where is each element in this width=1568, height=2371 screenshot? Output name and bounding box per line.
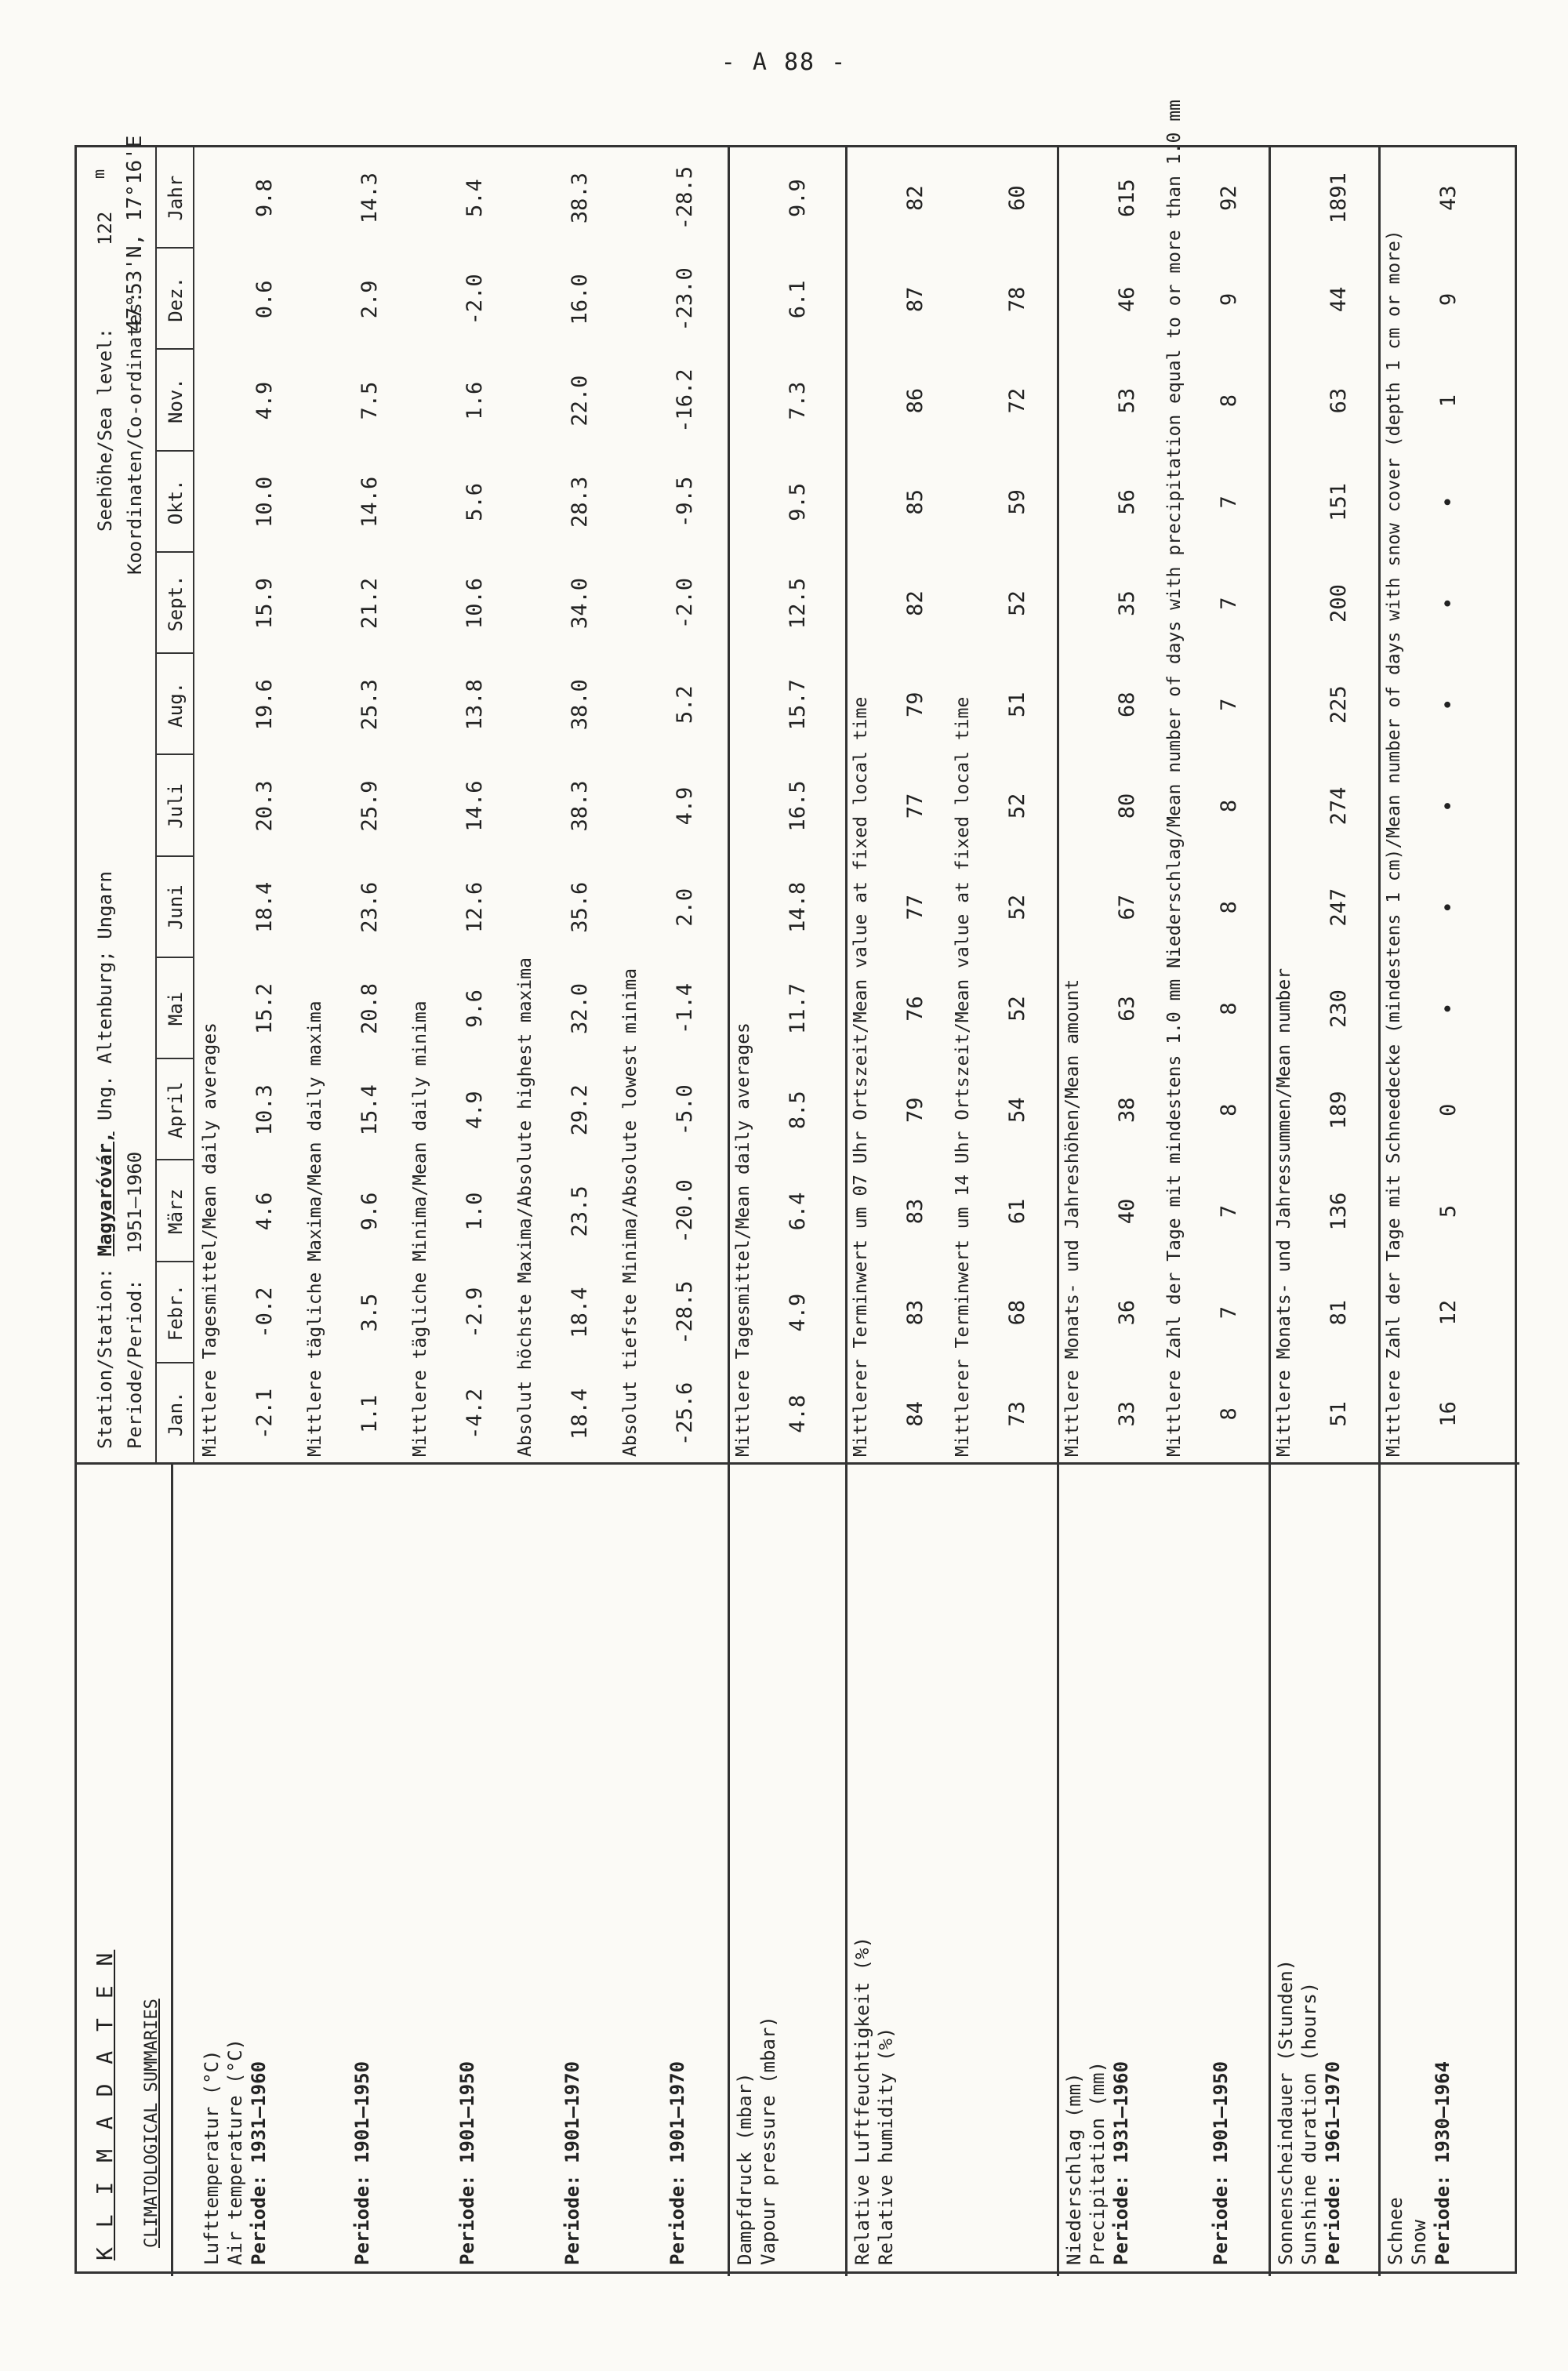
month-col-divider bbox=[155, 348, 193, 350]
data-cell: 28.3 bbox=[568, 476, 592, 528]
data-cell: 68 bbox=[1005, 1299, 1029, 1326]
data-cell: 38.0 bbox=[568, 679, 592, 731]
data-cell: 5.4 bbox=[463, 179, 487, 218]
section-0-label-2: Periode: 1931–1960 bbox=[248, 2061, 270, 2265]
data-cell: 9.5 bbox=[786, 482, 810, 521]
data-cell: 4.9 bbox=[673, 786, 697, 826]
data-cell: 14.8 bbox=[786, 881, 810, 933]
data-cell: • bbox=[1436, 799, 1461, 813]
data-cell: 15.7 bbox=[786, 679, 810, 731]
data-cell: 9.6 bbox=[463, 989, 487, 1028]
data-cell: 615 bbox=[1115, 179, 1139, 218]
period-line bbox=[124, 1152, 146, 1449]
section-2-label-0: Relative Luftfeuchtigkeit (%) bbox=[851, 1936, 873, 2265]
data-cell: 51 bbox=[1005, 692, 1029, 718]
data-cell: 15.2 bbox=[252, 982, 277, 1034]
data-cell: 4.6 bbox=[252, 1192, 277, 1231]
data-cell: 14.6 bbox=[463, 780, 487, 832]
data-cell: 21.2 bbox=[358, 578, 382, 630]
data-cell: 18.4 bbox=[568, 1287, 592, 1338]
data-cell: -2.1 bbox=[252, 1388, 277, 1440]
month-col-divider bbox=[155, 957, 193, 958]
data-cell: 1.6 bbox=[463, 381, 487, 420]
data-cell: 59 bbox=[1005, 489, 1029, 515]
month-header-3: April bbox=[165, 1081, 187, 1138]
data-cell: 87 bbox=[903, 286, 927, 313]
data-cell: 84 bbox=[903, 1401, 927, 1427]
data-cell: 61 bbox=[1005, 1198, 1029, 1225]
data-cell: 18.4 bbox=[252, 881, 277, 933]
data-cell: 4.8 bbox=[786, 1395, 810, 1433]
data-cell: 11.7 bbox=[786, 982, 810, 1034]
data-cell: 81 bbox=[1327, 1299, 1351, 1326]
data-cell: • bbox=[1436, 698, 1461, 711]
month-col-divider bbox=[155, 753, 193, 755]
data-cell: 4.9 bbox=[463, 1091, 487, 1130]
data-cell: 20.3 bbox=[252, 780, 277, 832]
data-cell: 23.6 bbox=[358, 881, 382, 933]
data-cell: 33 bbox=[1115, 1401, 1139, 1427]
data-cell: 25.3 bbox=[358, 679, 382, 731]
period-label: Periode/Period: bbox=[124, 1279, 146, 1449]
data-cell: 35.6 bbox=[568, 881, 592, 933]
row-caption: Mittlerer Terminwert um 07 Uhr Ortszeit/Mean value at fixed local time bbox=[851, 696, 871, 1457]
data-cell: 7.3 bbox=[786, 381, 810, 420]
row-period-label: Periode: 1901–1950 bbox=[1209, 2061, 1232, 2265]
month-col-divider bbox=[155, 1362, 193, 1363]
data-cell: 274 bbox=[1327, 786, 1351, 826]
row-caption: Mittlere tägliche Minima/Mean daily minima bbox=[410, 1000, 430, 1457]
data-cell: 10.0 bbox=[252, 476, 277, 528]
data-cell: 8 bbox=[1217, 1002, 1241, 1015]
data-cell: 8 bbox=[1217, 799, 1241, 813]
month-header-5: Juni bbox=[165, 884, 187, 931]
data-cell: 43 bbox=[1436, 185, 1461, 211]
data-cell: 5.6 bbox=[463, 482, 487, 521]
row-caption: Absolut tiefste Minima/Absolute lowest minima bbox=[620, 968, 641, 1457]
row-caption: Mittlere Zahl der Tage mit mindestens 1.0 mm Niederschlag/Mean number of days with precipitation equal to or more than 1.0 mm bbox=[1164, 100, 1185, 1457]
data-cell: 2.0 bbox=[673, 888, 697, 927]
month-header-12: Jahr bbox=[165, 175, 187, 221]
data-cell: 14.3 bbox=[358, 172, 382, 224]
data-cell: 247 bbox=[1327, 888, 1351, 927]
section-divider bbox=[845, 147, 848, 2276]
data-cell: 7.5 bbox=[358, 381, 382, 420]
data-cell: 7 bbox=[1217, 597, 1241, 610]
data-cell: 92 bbox=[1217, 185, 1241, 211]
data-cell: 52 bbox=[1005, 590, 1029, 616]
month-header-10: Nov. bbox=[165, 378, 187, 423]
data-cell: -16.2 bbox=[673, 369, 697, 433]
data-cell: 72 bbox=[1005, 387, 1029, 414]
month-col-divider bbox=[155, 247, 193, 249]
data-cell: -28.5 bbox=[673, 165, 697, 231]
data-cell: 83 bbox=[903, 1198, 927, 1225]
table-subtitle: CLIMATOLOGICAL SUMMARIES bbox=[142, 1999, 162, 2248]
data-cell: 3.5 bbox=[358, 1293, 382, 1332]
data-cell: 52 bbox=[1005, 996, 1029, 1022]
month-header-2: März bbox=[165, 1189, 187, 1234]
data-cell: 1.1 bbox=[358, 1395, 382, 1433]
data-cell: 8 bbox=[1217, 1407, 1241, 1421]
climate-table bbox=[74, 100, 1517, 2274]
data-cell: 86 bbox=[903, 387, 927, 414]
data-cell: 0 bbox=[1436, 1103, 1461, 1117]
month-header-0: Jan. bbox=[165, 1391, 187, 1437]
station-name: Magyaróvár, bbox=[94, 1131, 116, 1257]
period-value: 1951–1960 bbox=[124, 1151, 146, 1254]
row-caption: Mittlerer Terminwert um 14 Uhr Ortszeit/Mean value at fixed local time bbox=[953, 696, 973, 1457]
section-5-label-1: Snow bbox=[1408, 2220, 1430, 2265]
data-cell: 9 bbox=[1436, 292, 1461, 306]
data-cell: 9.9 bbox=[786, 179, 810, 218]
section-2-label-1: Relative humidity (%) bbox=[875, 2027, 897, 2265]
data-cell: 38.3 bbox=[568, 172, 592, 224]
data-cell: • bbox=[1436, 1002, 1461, 1015]
data-cell: 136 bbox=[1327, 1192, 1351, 1231]
data-cell: 56 bbox=[1115, 489, 1139, 515]
data-cell: 38.3 bbox=[568, 780, 592, 832]
section-divider bbox=[1378, 147, 1381, 2276]
section-divider bbox=[728, 147, 730, 2276]
data-cell: 1.0 bbox=[463, 1192, 487, 1231]
data-cell: -0.2 bbox=[252, 1287, 277, 1338]
data-cell: 7 bbox=[1217, 1204, 1241, 1218]
data-cell: 38 bbox=[1115, 1097, 1139, 1123]
section-3-label-1: Precipitation (mm) bbox=[1087, 2061, 1109, 2265]
data-cell: 29.2 bbox=[568, 1084, 592, 1136]
data-cell: 46 bbox=[1115, 286, 1139, 313]
month-col-divider bbox=[155, 1261, 193, 1262]
data-cell: 15.9 bbox=[252, 578, 277, 630]
data-cell: • bbox=[1436, 597, 1461, 610]
sea-level-label: Seehöhe/Sea level: bbox=[94, 327, 116, 532]
section-4-label-0: Sonnenscheindauer (Stunden) bbox=[1275, 1959, 1297, 2265]
data-cell: 1 bbox=[1436, 394, 1461, 408]
data-cell: 8.5 bbox=[786, 1091, 810, 1130]
section-1-label-1: Vapour pressure (mbar) bbox=[757, 2016, 779, 2265]
data-cell: -9.5 bbox=[673, 476, 697, 528]
data-cell: 51 bbox=[1327, 1401, 1351, 1427]
data-cell: 6.4 bbox=[786, 1192, 810, 1231]
data-cell: 19.6 bbox=[252, 679, 277, 731]
month-col-divider bbox=[155, 1159, 193, 1160]
data-cell: 40 bbox=[1115, 1198, 1139, 1225]
data-cell: 189 bbox=[1327, 1091, 1351, 1130]
data-cell: 77 bbox=[903, 894, 927, 920]
month-header-6: Juli bbox=[165, 783, 187, 829]
data-cell: • bbox=[1436, 901, 1461, 914]
section-divider bbox=[1269, 147, 1271, 2276]
data-cell: 16 bbox=[1436, 1401, 1461, 1427]
data-cell: 12 bbox=[1436, 1299, 1461, 1326]
data-cell: 16.5 bbox=[786, 780, 810, 832]
data-cell: 10.3 bbox=[252, 1084, 277, 1136]
section-1-label-0: Dampfdruck (mbar) bbox=[734, 2072, 756, 2265]
data-cell: 78 bbox=[1005, 286, 1029, 313]
data-cell: 13.8 bbox=[463, 679, 487, 731]
data-cell: 15.4 bbox=[358, 1084, 382, 1136]
data-cell: 0.6 bbox=[252, 280, 277, 319]
station-rest: Ung. Altenburg; Ungarn bbox=[94, 871, 116, 1120]
data-cell: -4.2 bbox=[463, 1388, 487, 1440]
data-cell: 53 bbox=[1115, 387, 1139, 414]
section-4-label-2: Periode: 1961–1970 bbox=[1322, 2061, 1344, 2265]
data-cell: 54 bbox=[1005, 1097, 1029, 1123]
data-cell: 7 bbox=[1217, 496, 1241, 509]
data-cell: -20.0 bbox=[673, 1179, 697, 1244]
section-4-label-1: Sunshine duration (hours) bbox=[1298, 1981, 1320, 2265]
data-cell: -28.5 bbox=[673, 1280, 697, 1345]
data-cell: 18.4 bbox=[568, 1388, 592, 1440]
data-cell: 230 bbox=[1327, 989, 1351, 1028]
data-cell: 35 bbox=[1115, 590, 1139, 616]
data-cell: 4.9 bbox=[786, 1293, 810, 1332]
month-col-divider bbox=[155, 450, 193, 452]
row-caption: Mittlere Tagesmittel/Mean daily averages bbox=[733, 1022, 753, 1457]
section-5-label-2: Periode: 1930–1964 bbox=[1432, 2061, 1454, 2265]
section-3-label-2: Periode: 1931–1960 bbox=[1110, 2061, 1132, 2265]
data-cell: 2.9 bbox=[358, 280, 382, 319]
data-cell: 32.0 bbox=[568, 982, 592, 1034]
row-caption: Mittlere Tagesmittel/Mean daily averages bbox=[200, 1022, 220, 1457]
data-cell: 73 bbox=[1005, 1401, 1029, 1427]
data-cell: 63 bbox=[1115, 996, 1139, 1022]
coords-value: 47°53'N, 17°16'E bbox=[123, 135, 147, 332]
coords-label: Koordinaten/Co-ordinates: bbox=[124, 291, 146, 575]
data-cell: 12.5 bbox=[786, 578, 810, 630]
data-cell: 79 bbox=[903, 692, 927, 718]
month-header-top bbox=[155, 147, 157, 1465]
data-cell: -2.0 bbox=[463, 274, 487, 325]
data-cell: 8 bbox=[1217, 1103, 1241, 1117]
data-cell: 77 bbox=[903, 793, 927, 819]
data-cell: -5.0 bbox=[673, 1084, 697, 1136]
station-label: Station/Station: bbox=[94, 1267, 116, 1449]
data-cell: 36 bbox=[1115, 1299, 1139, 1326]
data-cell: 225 bbox=[1327, 685, 1351, 724]
data-cell: 10.6 bbox=[463, 578, 487, 630]
month-header-8: Sept. bbox=[165, 575, 187, 632]
row-period-label: Periode: 1901–1970 bbox=[561, 2061, 584, 2265]
data-cell: 52 bbox=[1005, 894, 1029, 920]
data-cell: 8 bbox=[1217, 901, 1241, 914]
month-header-11: Dez. bbox=[165, 276, 187, 322]
month-col-divider bbox=[155, 855, 193, 857]
month-header-9: Okt. bbox=[165, 479, 187, 525]
data-cell: -2.0 bbox=[673, 578, 697, 630]
data-cell: 9.8 bbox=[252, 179, 277, 218]
section-divider bbox=[1057, 147, 1059, 2276]
data-cell: 22.0 bbox=[568, 375, 592, 427]
data-cell: 82 bbox=[903, 590, 927, 616]
month-header-bottom bbox=[193, 147, 194, 1465]
data-cell: -25.6 bbox=[673, 1382, 697, 1447]
row-caption: Mittlere Zahl der Tage mit Schneedecke (mindestens 1 cm)/Mean number of days with snow cover (depth 1 cm or more) bbox=[1384, 230, 1404, 1457]
heading-divider bbox=[171, 1465, 173, 2276]
section-0-label-0: Lufttemperatur (°C) bbox=[201, 2050, 223, 2265]
month-header-4: Mai bbox=[165, 991, 187, 1026]
rotated-table-content bbox=[77, 100, 1519, 2276]
data-cell: 14.6 bbox=[358, 476, 382, 528]
data-cell: 67 bbox=[1115, 894, 1139, 920]
data-cell: 8 bbox=[1217, 394, 1241, 408]
page-number: - A 88 - bbox=[720, 49, 848, 76]
table-title: K L I M A D A T E N bbox=[92, 1949, 118, 2260]
data-cell: 85 bbox=[903, 489, 927, 515]
sea-level-value: 122 bbox=[94, 211, 116, 245]
section-3-label-0: Niederschlag (mm) bbox=[1063, 2072, 1085, 2265]
month-header-1: Febr. bbox=[165, 1284, 187, 1342]
data-cell: 44 bbox=[1327, 286, 1351, 313]
section-5-label-0: Schnee bbox=[1385, 2197, 1406, 2265]
data-cell: 20.8 bbox=[358, 982, 382, 1034]
data-cell: -1.4 bbox=[673, 982, 697, 1034]
month-col-divider bbox=[155, 652, 193, 654]
data-cell: 12.6 bbox=[463, 881, 487, 933]
row-period-label: Periode: 1901–1970 bbox=[666, 2061, 689, 2265]
month-col-divider bbox=[155, 551, 193, 553]
data-cell: -23.0 bbox=[673, 267, 697, 332]
month-col-divider bbox=[155, 1058, 193, 1059]
section-0-label-1: Air temperature (°C) bbox=[224, 2039, 246, 2265]
data-cell: 80 bbox=[1115, 793, 1139, 819]
data-cell: 1891 bbox=[1327, 172, 1351, 224]
data-cell: 63 bbox=[1327, 387, 1351, 414]
month-header-7: Aug. bbox=[165, 681, 187, 728]
data-cell: 7 bbox=[1217, 1306, 1241, 1320]
data-cell: 83 bbox=[903, 1299, 927, 1326]
data-cell: 68 bbox=[1115, 692, 1139, 718]
data-cell: 6.1 bbox=[786, 280, 810, 319]
row-period-label: Periode: 1901–1950 bbox=[456, 2061, 479, 2265]
data-cell: 7 bbox=[1217, 698, 1241, 711]
data-cell: 52 bbox=[1005, 793, 1029, 819]
row-caption: Mittlere Monats- und Jahressummen/Mean number bbox=[1274, 968, 1294, 1457]
row-caption: Absolut höchste Maxima/Absolute highest maxima bbox=[515, 957, 535, 1457]
data-cell: 151 bbox=[1327, 482, 1351, 521]
row-caption: Mittlere tägliche Maxima/Mean daily maxima bbox=[305, 1000, 325, 1457]
data-cell: 16.0 bbox=[568, 274, 592, 325]
station-line bbox=[94, 871, 116, 1449]
data-cell: 4.9 bbox=[252, 381, 277, 420]
data-cell: 9 bbox=[1217, 292, 1241, 306]
data-cell: 34.0 bbox=[568, 578, 592, 630]
data-cell: 9.6 bbox=[358, 1192, 382, 1231]
data-cell: 82 bbox=[903, 185, 927, 211]
row-caption: Mittlere Monats- und Jahreshöhen/Mean amount bbox=[1062, 979, 1083, 1457]
data-cell: 23.5 bbox=[568, 1186, 592, 1237]
sea-level-unit: m bbox=[89, 169, 108, 179]
data-cell: -2.9 bbox=[463, 1287, 487, 1338]
data-cell: 25.9 bbox=[358, 780, 382, 832]
data-cell: • bbox=[1436, 496, 1461, 509]
data-cell: 60 bbox=[1005, 185, 1029, 211]
data-cell: 79 bbox=[903, 1097, 927, 1123]
data-cell: 76 bbox=[903, 996, 927, 1022]
data-cell: 5.2 bbox=[673, 685, 697, 724]
row-period-label: Periode: 1901–1950 bbox=[351, 2061, 374, 2265]
data-cell: 5 bbox=[1436, 1204, 1461, 1218]
data-cell: 200 bbox=[1327, 584, 1351, 623]
